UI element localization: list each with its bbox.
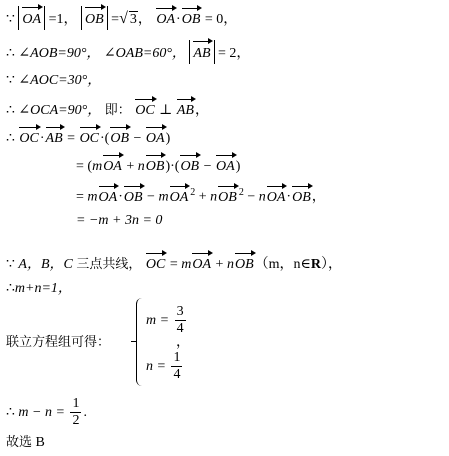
- answer: B: [32, 435, 45, 450]
- therefore-symbol: ∴: [6, 405, 15, 420]
- text: ，: [311, 189, 326, 205]
- vector-ob: OB: [235, 252, 254, 274]
- abs-oa: [18, 6, 45, 30]
- vector-ob: OB: [292, 185, 311, 207]
- vector-ab: AB: [193, 40, 210, 64]
- text: n: [258, 189, 266, 205]
- vector-oa: OA: [146, 126, 165, 148]
- text: n: [137, 159, 145, 174]
- text: =1，: [45, 12, 78, 27]
- eq-n: [146, 350, 184, 384]
- text: =: [63, 131, 79, 146]
- numerator: 3: [176, 304, 184, 320]
- sqrt-value: 3: [129, 12, 137, 27]
- text: m+n=1，: [14, 281, 72, 296]
- denominator: 2: [72, 413, 80, 429]
- vector-oa: OA: [103, 154, 122, 176]
- text: ∠OCA=90°，: [18, 103, 102, 118]
- line-8: = −m + 3n = 0: [76, 213, 163, 228]
- dot: ·: [118, 189, 123, 205]
- text: = 0，: [201, 12, 238, 27]
- text: （m，n∈: [254, 257, 311, 272]
- line-7: [76, 184, 326, 207]
- vector-ab: AB: [177, 98, 194, 120]
- therefore-symbol: ∴: [6, 281, 15, 296]
- fraction: [171, 350, 182, 383]
- text: .: [83, 405, 87, 420]
- text: −: [130, 131, 145, 146]
- text: R: [310, 257, 322, 272]
- text: 故选: [6, 435, 33, 450]
- line-3: [6, 72, 101, 90]
- denominator: 4: [173, 367, 181, 383]
- vector-oa: OA: [267, 185, 286, 207]
- text: n: [210, 189, 218, 205]
- vector-ob: OB: [146, 154, 165, 176]
- denominator: 4: [176, 321, 184, 337]
- text: m: [158, 189, 169, 205]
- brace-icon: [136, 298, 145, 386]
- vector-oa: OA: [192, 252, 211, 274]
- line-1: [6, 6, 237, 30]
- text: −: [200, 159, 216, 174]
- line-5: [6, 126, 170, 148]
- text: m =: [146, 313, 173, 328]
- text: =: [76, 189, 88, 205]
- vector-ob: OB: [110, 126, 129, 148]
- text: ∠AOB=90°，: [18, 46, 101, 61]
- numerator: 1: [72, 396, 80, 412]
- numerator: 1: [173, 350, 181, 366]
- abs-ob: [81, 6, 108, 30]
- text: =: [107, 12, 120, 27]
- eq-m: [146, 304, 188, 338]
- line-11-label: [6, 334, 110, 352]
- perp: ⊥: [155, 103, 176, 118]
- text: ∠OAB=60°，: [103, 46, 186, 61]
- vector-oa: OA: [156, 7, 175, 29]
- therefore-symbol: ∴: [6, 103, 15, 118]
- fraction: [175, 304, 186, 337]
- text: =: [166, 257, 182, 272]
- vector-ob: OB: [180, 154, 199, 176]
- text: = (: [76, 159, 93, 174]
- text: ，: [194, 103, 209, 118]
- text: 三点共线，: [76, 257, 142, 272]
- text: ∠AOC=30°，: [18, 73, 102, 88]
- vector-oa: OA: [99, 185, 118, 207]
- vector-ob: OB: [85, 6, 104, 30]
- because-symbol: ∵: [6, 257, 15, 272]
- vector-ab: AB: [46, 126, 63, 148]
- vector-oa: OA: [22, 6, 41, 30]
- vector-oa: OA: [170, 185, 189, 207]
- therefore-symbol: ∴: [6, 131, 15, 146]
- text: 联立方程组可得：: [6, 335, 111, 350]
- line-4: [6, 98, 209, 120]
- text: m: [87, 189, 98, 205]
- eq-comma: ，: [176, 335, 190, 350]
- text: −: [143, 189, 159, 205]
- superscript: 2: [190, 187, 196, 198]
- because-symbol: ∵: [6, 73, 15, 88]
- text: n: [226, 257, 234, 272]
- fraction: [70, 396, 81, 429]
- text: ），: [321, 257, 343, 272]
- vector-oc: OC: [80, 126, 99, 148]
- vector-ob: OB: [182, 7, 201, 29]
- line-13: [6, 434, 45, 452]
- abs-ab: [189, 40, 214, 64]
- line-6: [76, 154, 240, 176]
- because-symbol: ∵: [6, 12, 15, 27]
- sqrt-icon: √: [119, 10, 128, 27]
- text: m: [181, 257, 192, 272]
- text: ·(: [100, 131, 110, 146]
- text: ): [165, 131, 171, 146]
- superscript: 2: [238, 187, 244, 198]
- text: n =: [146, 359, 170, 374]
- line-10: [6, 280, 72, 298]
- text: +: [122, 159, 138, 174]
- text: +: [195, 189, 211, 205]
- text: )·(: [165, 159, 180, 174]
- text: m: [92, 159, 103, 174]
- vector-ob: OB: [124, 185, 143, 207]
- dot: ·: [39, 131, 45, 146]
- dot: ·: [176, 12, 181, 27]
- vector-oc: OC: [19, 126, 38, 148]
- text: −: [243, 189, 259, 205]
- vector-oc: OC: [146, 252, 165, 274]
- text: +: [212, 257, 227, 272]
- line-12: [6, 396, 87, 430]
- vector-oc: OC: [135, 98, 154, 120]
- text: = 2，: [214, 46, 251, 61]
- text: ，: [137, 12, 152, 27]
- vector-oa: OA: [216, 154, 235, 176]
- text: ): [235, 159, 241, 174]
- text: A，B，C: [18, 257, 73, 272]
- therefore-symbol: ∴: [6, 46, 15, 61]
- vector-ob: OB: [218, 185, 237, 207]
- line-2: [6, 40, 250, 64]
- line-9: [6, 252, 342, 274]
- text: 即：: [104, 103, 131, 118]
- text: m − n =: [14, 405, 69, 420]
- dot: ·: [286, 189, 292, 205]
